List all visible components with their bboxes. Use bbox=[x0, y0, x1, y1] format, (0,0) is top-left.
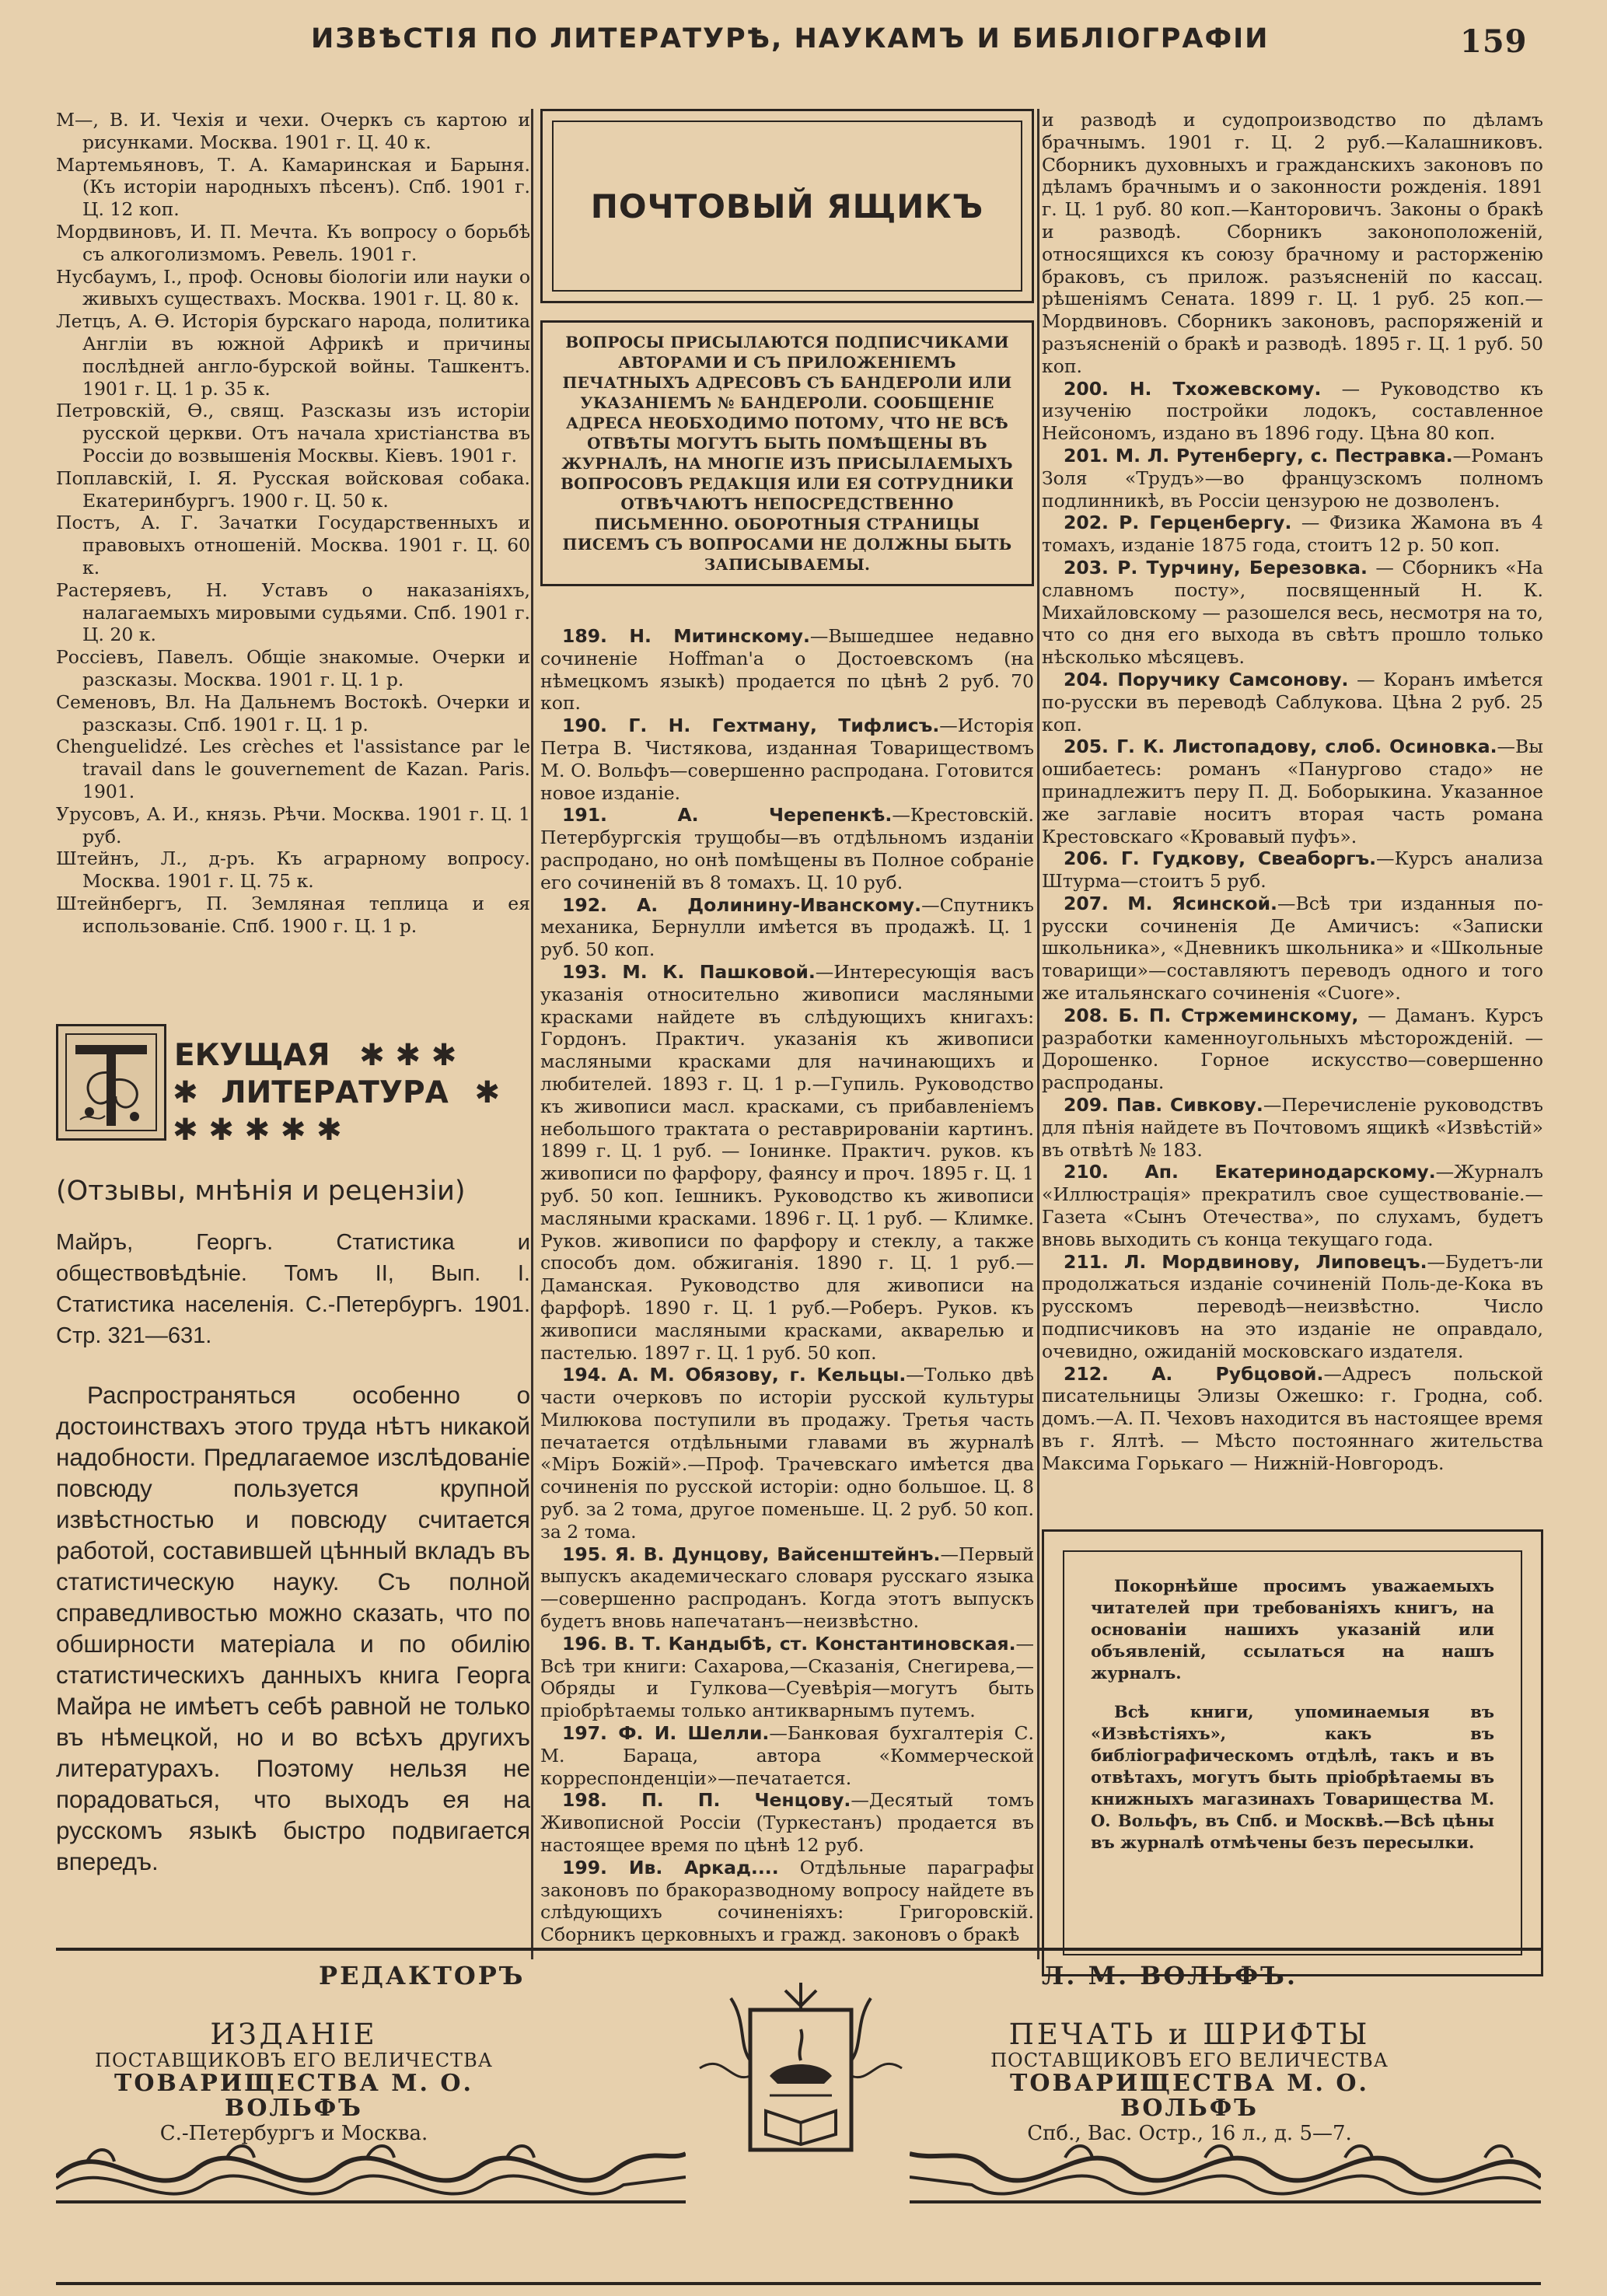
section-banner bbox=[56, 1024, 530, 1152]
review-paragraph: Распространяться особенно о достоинствахъ этого труда нѣтъ никакой надобности. Предлагаемое изслѣдованіе повсюду пользуется крупной извѣстностью и повсюду считается работой, составившей цѣнный вкладъ въ статистическую науку. Съ полной справедливостью можно сказать, что по обширности матеріала и по обилію статистическихъ данныхъ книга Георга Майра не имѣетъ себѣ равной не только въ нѣмецкой, но и во всѣхъ другихъ литературахъ. Поэтому нельзя не порадоваться, что выходъ ея на русскомъ языкѣ быстро подвигается впередъ. bbox=[56, 1381, 530, 1876]
mailbox-entries-continued bbox=[1042, 378, 1543, 1475]
bibliography-item: Петровскій, Ѳ., свящ. Разсказы изъ исторіи русской церкви. Отъ начала христіанства въ Россіи до возвышенія Москвы. Кіевъ. 1901 г. bbox=[56, 400, 530, 467]
bibliography-item: Постъ, А. Г. Зачатки Государственныхъ и правовыхъ отношеній. Москва. 1901 г. Ц. 60 к. bbox=[56, 512, 530, 578]
mailbox-entry bbox=[1042, 736, 1543, 847]
bibliography-item: Поплавскій, І. Я. Русская войсковая собака. Екатеринбургъ. 1900 г. Ц. 50 к. bbox=[56, 467, 530, 512]
section-stars-2b: ✱ bbox=[474, 1075, 501, 1111]
mailbox-entry bbox=[1042, 1094, 1543, 1161]
entry-addressee: 193. М. К. Пашковой. bbox=[562, 960, 816, 983]
mailbox-entry bbox=[1042, 1251, 1543, 1363]
entry-text: — Даманъ. Курсъ разработки каменноугольныхъ мѣсторожденій. — Дорошенко. Горное искусство—совершенно распроданы. bbox=[1042, 1004, 1543, 1094]
mailbox-entry bbox=[1042, 557, 1543, 669]
mailbox-header bbox=[540, 109, 1034, 303]
page-number: 159 bbox=[1460, 23, 1528, 60]
bibliography-item: Мартемьяновъ, Т. А. Камаринская и Барыня. (Къ исторіи народныхъ пѣсенъ). Спб. 1901 г. Ц. 12 коп. bbox=[56, 153, 530, 221]
section-stars-1: ✱ ✱ ✱ bbox=[359, 1038, 457, 1074]
entry-text: — Всѣ три книги: Сахарова,—Сказанія, Снегирева,—Обряды и Гулкова—Суевѣрія—могутъ быть пріобрѣтаемы только антикварнымъ путемъ. bbox=[540, 1632, 1034, 1722]
footer-rule bbox=[56, 1948, 1541, 1951]
entry-text: —Крестовскій. Петербургскія трущобы—въ отдѣльномъ изданіи распродано, но онѣ помѣщены въ Полное собраніе его сочиненій въ 8 томахъ. Ц. 10 руб. bbox=[540, 804, 1034, 893]
mailbox-title: ПОЧТОВЫЙ ЯЩИКЪ bbox=[590, 187, 984, 225]
section-stars-2: ✱ bbox=[173, 1075, 198, 1111]
bibliography-item: Урусовъ, А. И., князь. Рѣчи. Москва. 1901 г. Ц. 1 руб. bbox=[56, 802, 530, 847]
imprint-left-l4: С.-Петербургъ и Москва. bbox=[159, 2122, 428, 2145]
review-text bbox=[56, 1379, 530, 1877]
entry-text: —Банковая бухгалтерія С. М. Бараца, автора «Коммерческой корреспонденціи»—печатается. bbox=[540, 1722, 1035, 1789]
bibliography-item: Мордвиновъ, И. П. Мечта. Къ вопросу о борьбѣ съ алкоголизмомъ. Ревель. 1901 г. bbox=[56, 220, 530, 265]
mailbox-entry bbox=[540, 961, 1034, 1364]
entry-text: —Вы ошибаетесь: романъ «Панургово стадо» не принадлежитъ перу П. Д. Боборыкина. Указанное же заглавіе носитъ вторая часть романа Крестовскаго «Кровавый пуфъ». bbox=[1042, 736, 1543, 847]
mailbox-notice: ВОПРОСЫ ПРИСЫЛАЮТСЯ ПОДПИСЧИКАМИ АВТОРАМИ И СЪ ПРИЛОЖЕНІЕМЪ ПЕЧАТНЫХЪ АДРЕСОВЪ СЪ БАНДЕРОЛИ ИЛИ УКАЗАНІЕМЪ № БАНДЕРОЛИ. СООБЩЕНІЕ АДРЕСА НЕОБХОДИМО ПОТОМУ, ЧТО НЕ ВСѢ ОТВѢТЫ МОГУТЪ БЫТЬ ПОМѢЩЕНЫ ВЪ ЖУРНАЛѢ, НА МНОГІЕ ИЗЪ ПРИСЫЛАЕМЫХЪ ВОПРОСОВЪ РЕДАКЦІЯ ИЛИ ЕЯ СОТРУДНИКИ ОТВѢЧАЮТЪ НЕПОСРЕДСТВЕННО ПИСЬМЕННО. ОБОРОТНЫЯ СТРАНИЦЫ ПИСЕМЪ СЪ ВОПРОСАМИ НЕ ДОЛЖНЫ БЫТЬ ЗАПИСЫВАЕМЫ. bbox=[540, 320, 1034, 586]
bibliography-item: Нусбаумъ, І., проф. Основы біологіи или науки о живыхъ существахъ. Москва. 1901 г. Ц. 80 к. bbox=[56, 265, 530, 310]
bibliography-item: Штейнбергъ, П. Земляная теплица и ея использованіе. Спб. 1900 г. Ц. 1 р. bbox=[56, 892, 530, 937]
column-rule-right bbox=[1037, 109, 1039, 1959]
left-column bbox=[56, 109, 530, 1877]
entry-addressee: 211. Л. Мордвинову, Липовецъ. bbox=[1064, 1250, 1427, 1273]
mailbox-entry bbox=[540, 625, 1034, 715]
entry-addressee: 205. Г. К. Листопадову, слоб. Осиновка. bbox=[1064, 736, 1497, 758]
continuation-text: и разводѣ и судопроизводство по дѣламъ брачнымъ. 1901 г. Ц. 2 руб.—Калашниковъ. Сборникъ духовныхъ и гражданскихъ законовъ по дѣламъ брачнымъ и о законности рожденія. 1891 г. Ц. 1 руб. 80 коп.—Канторовичъ. Законы о бракѣ и разводѣ. Сборникъ законоположеній, относящихся къ союзу брачному и расторженію браковъ, съ прилож. разъясненій по кассац. рѣшеніямъ Сената. 1899 г. Ц. 1 руб. 25 коп.—Мордвиновъ. Сборникъ законовъ, распоряженій и разъясненій о бракѣ и разводѣ. 1895 г. Ц. 1 руб. 50 коп. bbox=[1042, 109, 1543, 377]
editor-name: Л. М. ВОЛЬФЪ. bbox=[1042, 1961, 1298, 1990]
readers-notice-para1: Покорнѣйше просимъ уважаемыхъ читателей при требованіяхъ книгъ, на основаніи нашихъ указаній или объявленій, ссылаться на нашъ журналъ. bbox=[1091, 1575, 1494, 1683]
section-subtitle: (Отзывы, мнѣнія и рецензіи) bbox=[56, 1176, 466, 1207]
entry-addressee: 210. Ап. Екатеринодарскому. bbox=[1064, 1161, 1436, 1183]
mailbox-entry bbox=[1042, 1363, 1543, 1475]
mailbox-entry bbox=[1042, 669, 1543, 736]
entry-addressee: 190. Г. Н. Гехтману, Тифлисъ. bbox=[562, 715, 940, 737]
entry-text: —Вышедшее недавно сочиненіе Hoffman'а о Достоевскомъ (на нѣмецкомъ языкѣ) продается по цѣнѣ 2 руб. 70 коп. bbox=[540, 625, 1035, 715]
entry-text: — Руководство къ изученію постройки лодокъ, составленное Нейсономъ, издано въ 1896 году. Цѣна 80 коп. bbox=[1042, 377, 1543, 445]
entry-text: —Исторія Петра В. Чистякова, изданная Товариществомъ М. О. Вольфъ—совершенно распродана. Готовится новое изданіе. bbox=[540, 715, 1034, 804]
bibliography-item: М—, В. И. Чехія и чехи. Очеркъ съ картою и рисунками. Москва. 1901 г. Ц. 40 к. bbox=[56, 109, 530, 153]
lamp-and-book-emblem-icon bbox=[684, 1975, 917, 2161]
entry-text: —Журналъ «Иллюстрація» прекратилъ свое существованіе.—Газета «Сынъ Отечества», по слухамъ, будетъ вновь выходить съ конца текущаго года. bbox=[1042, 1161, 1543, 1250]
entry-addressee: 204. Поручику Самсонову. bbox=[1064, 668, 1349, 690]
imprint-right-l2: ПОСТАВЩИКОВЪ ЕГО ВЕЛИЧЕСТВА bbox=[990, 2050, 1389, 2071]
entry-addressee: 212. А. Рубцовой. bbox=[1064, 1362, 1324, 1385]
imprint-left-l3: ТОВАРИЩЕСТВА М. О. ВОЛЬФЪ bbox=[114, 2070, 473, 2122]
editor-label: РЕДАКТОРЪ bbox=[319, 1961, 526, 1990]
entry-addressee: 202. Р. Герценбергу. bbox=[1064, 512, 1292, 534]
section-title-line2: ЛИТЕРАТУРА bbox=[221, 1075, 449, 1111]
bottom-rule bbox=[56, 2282, 1541, 2285]
entry-text: Отдѣльные параграфы законовъ по бракоразводному вопросу найдете въ слѣдующихъ сочиненіяхъ: Григоровскій. Сборникъ церковныхъ и гражд. законовъ о бракѣ bbox=[540, 1856, 1034, 1946]
entry-addressee: 189. Н. Митинскому. bbox=[562, 625, 810, 647]
entry-text: —Адресъ польской писательницы Элизы Ожешко: г. Гродна, соб. домъ.—А. П. Чеховъ находится въ настоящее время въ г. Ялтѣ. — Мѣсто постояннаго жительства Максима Горькаго — Нижній-Новгородъ. bbox=[1042, 1362, 1543, 1474]
mailbox-entry bbox=[1042, 1005, 1543, 1094]
entry-text: —Перечисленіе руководствъ для пѣнія найдете въ Почтовомъ ящикѣ «Извѣстій» въ отвѣтѣ № 183. bbox=[1042, 1094, 1543, 1161]
bibliography-item: Семеновъ, Вл. На Дальнемъ Востокѣ. Очерки и разсказы. Спб. 1901 г. Ц. 1 р. bbox=[56, 690, 530, 736]
mailbox-entry bbox=[540, 1633, 1034, 1722]
section-title-line1: ЕКУЩАЯ bbox=[174, 1038, 330, 1074]
entry-addressee: 206. Г. Гудкову, Свеаборгъ. bbox=[1064, 847, 1377, 870]
imprint-left-l2: ПОСТАВЩИКОВЪ ЕГО ВЕЛИЧЕСТВА bbox=[95, 2050, 493, 2071]
entry-addressee: 195. Я. В. Дунцову, Вайсенштейнъ. bbox=[562, 1543, 941, 1565]
imprint-right-l3: ТОВАРИЩЕСТВА М. О. ВОЛЬФЪ bbox=[1010, 2070, 1369, 2122]
imprint-right-l4: Спб., Вас. Остр., 16 л., д. 5—7. bbox=[1027, 2122, 1352, 2145]
bibliography-item: Штейнъ, Л., д-ръ. Къ аграрному вопросу. Москва. 1901 г. Ц. 75 к. bbox=[56, 847, 530, 893]
entry-addressee: 196. В. Т. Кандыбѣ, ст. Константиновская. bbox=[562, 1632, 1016, 1655]
bibliography-item: Растеряевъ, Н. Уставъ о наказаніяхъ, налагаемыхъ мировыми судьями. Спб. 1901 г. Ц. 20 к. bbox=[56, 578, 530, 646]
mailbox-entry bbox=[540, 1789, 1034, 1856]
section-stars-3: ✱ ✱ ✱ ✱ ✱ bbox=[173, 1113, 342, 1148]
entry-addressee: 208. Б. П. Стржеминскому, bbox=[1064, 1004, 1359, 1026]
entry-text: —Романъ Золя «Трудъ»—во французскомъ полномъ подлинникѣ, въ Россіи цензурою не дозволенъ. bbox=[1042, 444, 1543, 512]
entry-addressee: 199. Ив. Аркад.... bbox=[562, 1856, 779, 1878]
mailbox-entry bbox=[540, 715, 1034, 804]
entry-text: —Десятый томъ Живописной Россіи (Туркестанъ) продается въ настоящее время по цѣнѣ 12 руб. bbox=[540, 1789, 1035, 1857]
mailbox-entry bbox=[1042, 512, 1543, 557]
middle-column bbox=[540, 109, 1034, 1946]
entry-text: —Всѣ три изданныя по-русски сочиненія Де Амичисъ: «Записки школьника», «Дневникъ школьника» и «Школьные товарищи»—составляютъ переводъ одного и того же итальянскаго сочиненія «Cuore». bbox=[1042, 892, 1543, 1005]
mailbox-entry bbox=[1042, 1161, 1543, 1250]
entry-text: —Только двѣ части очерковъ по исторіи русской культуры Милюкова поступили въ продажу. Третья часть печатается отдѣльными главами въ журналѣ «Міръ Божій».—Проф. Трачевскаго имѣется два сочиненія по русской исторіи: одно большое. Ц. 8 руб. за 2 тома, другое поменьше. Ц. 2 руб. 50 коп. за 2 тома. bbox=[540, 1364, 1034, 1543]
entry-text: —Интересующія васъ указанія относительно живописи масляными красками найдете въ слѣдующихъ книгахъ: Гордонъ. Практич. указанія къ живописи масляными красками для начинающихъ и любителей. 1893 г. Ц. 1 р.—Гупиль. Руководство къ живописи масл. красками, съ прибавленіемъ небольшого трактата о реставрированіи картинъ. 1899 г. Ц. 1 руб. — Іонинке. Практич. руков. къ живописи по фарфору, фаянсу и проч. 1895 г. Ц. 1 руб. 50 коп. Іешникъ. Руководство къ живописи масляными красками. 1896 г. Ц. 1 руб. — Климке. Руков. живописи по фарфору и стеклу, а также способъ дом. обжиганія. 1890 г. Ц. 1 руб.—Даманская. Руководство для живописи на фарфорѣ. 1890 г. Ц. 1 руб.—Роберъ. Руков. къ живописи масляными красками, акварелью и пастелью. 1897 г. Ц. 1 руб. 50 коп. bbox=[540, 960, 1034, 1364]
entry-text: —Курсъ анализа Штурма—стоитъ 5 руб. bbox=[1042, 847, 1543, 893]
entry-addressee: 201. М. Л. Рутенбергу, с. Пестравка. bbox=[1064, 444, 1453, 467]
entry-addressee: 209. Пав. Сивкову. bbox=[1064, 1094, 1263, 1117]
mailbox-entries bbox=[540, 625, 1034, 1946]
bibliography-item: Chenguelidzé. Les crèches et l'assistance par le travail dans le gouvernement de Kazan. Paris. 1901. bbox=[56, 736, 530, 802]
readers-notice-para2: Всѣ книги, упоминаемыя въ «Извѣстіяхъ», какъ въ библіографическомъ отдѣлѣ, такъ и въ отвѣтахъ, могутъ быть пріобрѣтаемы въ книжныхъ магазинахъ Товарищества М. О. Вольфъ, въ Спб. и Москвѣ.—Всѣ цѣны въ журналѣ отмѣчены безъ пересылки. bbox=[1091, 1701, 1494, 1852]
entry-addressee: 200. Н. Тхожевскому. bbox=[1064, 377, 1322, 400]
mailbox-entry bbox=[1042, 445, 1543, 512]
entry-text: —Будетъ-ли продолжаться изданіе сочиненій Поль-де-Кока въ русскомъ переводѣ—неизвѣстно. Число подписчиковъ на это изданіе не оправдало, очевидно, ожиданій московскаго издателя. bbox=[1042, 1250, 1543, 1362]
right-column bbox=[1042, 109, 1543, 1976]
mailbox-entry bbox=[540, 1543, 1034, 1633]
column-rule-left bbox=[531, 109, 533, 1959]
mailbox-entry bbox=[1042, 847, 1543, 893]
entry-text: — Физика Жамона въ 4 томахъ, изданіе 1875 года, стоитъ 12 р. 50 коп. bbox=[1042, 512, 1543, 557]
imprint-right-l1: ПЕЧАТЬ и ШРИФТЫ bbox=[1008, 2018, 1371, 2051]
mailbox-entry bbox=[540, 1722, 1034, 1789]
entry-text: —Первый выпускъ академическаго словаря русскаго языка—совершенно распроданъ. Когда этотъ выпускъ будетъ вновь напечатанъ—неизвѣстно. bbox=[540, 1543, 1034, 1633]
bibliography-list bbox=[56, 109, 530, 937]
entry-addressee: 192. А. Долинину-Иванскому. bbox=[562, 893, 922, 916]
entry-text: —Спутникъ механика, Бернулли имѣется въ продажѣ. Ц. 1 руб. 50 коп. bbox=[540, 893, 1034, 961]
entry-addressee: 191. А. Черепенкѣ. bbox=[562, 804, 893, 826]
bibliography-item: Летцъ, А. Ѳ. Исторія бурскаго народа, политика Англіи въ южной Африкѣ и причины послѣдней англо-бурской войны. Ташкентъ. 1901 г. Ц. 1 р. 35 к. bbox=[56, 310, 530, 400]
ornamental-initial-t-icon bbox=[56, 1024, 166, 1141]
entry-text: — Сборникъ «На славномъ посту», посвященный Н. К. Михайловскому — разошелся весь, несмотря на то, что со дня его выхода въ свѣтъ прошло только нѣсколько мѣсяцевъ. bbox=[1042, 556, 1543, 669]
mailbox-entry bbox=[540, 1857, 1034, 1946]
mailbox-entry bbox=[1042, 893, 1543, 1005]
entry-addressee: 197. Ф. И. Шелли. bbox=[562, 1722, 770, 1745]
running-head: ИЗВѢСТІЯ ПО ЛИТЕРАТУРѢ, НАУКАМЪ И БИБЛІОГРАФІИ bbox=[311, 23, 1270, 54]
mailbox-entry bbox=[1042, 378, 1543, 445]
book-reference: Майръ, Георгъ. Статистика и обществовѣдѣніе. Томъ II, Вып. I. Статистика населенія. С.-Петербургъ. 1901. Стр. 321—631. bbox=[56, 1230, 530, 1349]
mailbox-entry bbox=[540, 1364, 1034, 1543]
right-continuation bbox=[1042, 109, 1543, 378]
mailbox-entry bbox=[540, 894, 1034, 961]
imprint-left-l1: ИЗДАНІЕ bbox=[210, 2018, 378, 2051]
entry-addressee: 203. Р. Турчину, Березовка. bbox=[1064, 556, 1368, 578]
entry-addressee: 194. А. М. Обязову, г. Кельцы. bbox=[562, 1364, 907, 1386]
entry-addressee: 207. М. Ясинской. bbox=[1064, 892, 1277, 914]
entry-addressee: 198. П. П. Ченцову. bbox=[562, 1789, 851, 1812]
mailbox-entry bbox=[540, 804, 1034, 893]
readers-notice-box bbox=[1042, 1529, 1543, 1976]
entry-text: — Коранъ имѣется по-русски въ переводѣ Саблукова. Цѣна 2 руб. 25 коп. bbox=[1042, 668, 1543, 736]
bibliography-item: Россіевъ, Павелъ. Общіе знакомые. Очерки и разсказы. Москва. 1901 г. Ц. 1 р. bbox=[56, 646, 530, 690]
vine-ornament-right-icon bbox=[910, 2099, 1541, 2208]
vine-ornament-left-icon bbox=[56, 2099, 686, 2208]
